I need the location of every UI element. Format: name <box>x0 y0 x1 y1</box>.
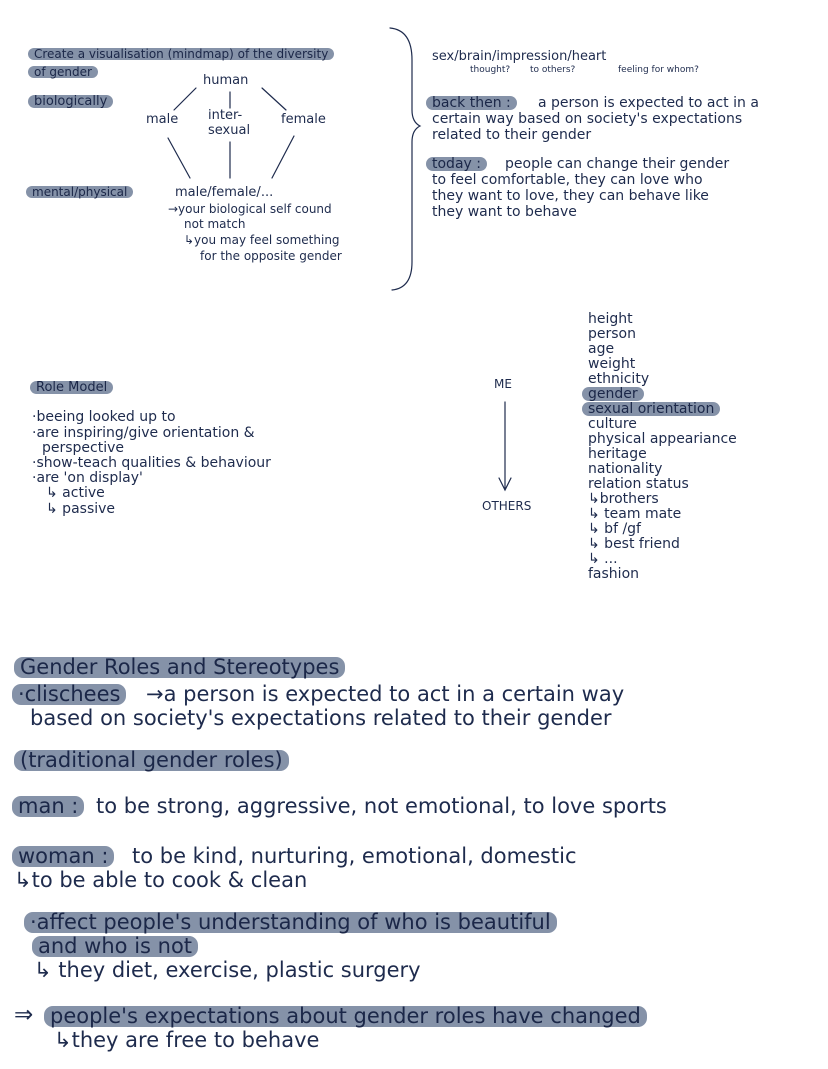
role-model-item: ↳ active <box>46 485 105 501</box>
today-line1: people can change their gender <box>505 156 730 172</box>
line-female-mental <box>272 136 294 178</box>
back-then-line2: certain way based on society's expectations <box>432 111 743 127</box>
curly-bracket <box>390 28 420 290</box>
identity-item: ↳ bf /gf <box>588 521 641 537</box>
mp-line3: not match <box>184 217 246 231</box>
traditional-gender-roles: (traditional gender roles) <box>14 750 289 771</box>
note-feeling: feeling for whom? <box>618 65 699 75</box>
role-model-item: ↳ passive <box>46 501 116 517</box>
man-label: man : <box>12 796 84 817</box>
note-to-others: to others? <box>530 65 576 75</box>
node-intersexual-line1: inter- <box>208 108 243 123</box>
mp-line5: for the opposite gender <box>200 249 342 263</box>
stereotypes-title: Gender Roles and Stereotypes <box>14 657 345 678</box>
affect-line1: ·affect people's understanding of who is beautiful <box>24 912 557 933</box>
identity-item: fashion <box>588 566 640 582</box>
node-male: male <box>146 112 179 127</box>
mp-line1: male/female/... <box>175 185 274 200</box>
role-model-item: ·are 'on display' <box>32 470 143 486</box>
role-model-item: ·are inspiring/give orientation & <box>32 425 255 441</box>
node-female: female <box>281 112 326 127</box>
line-human-female <box>262 88 286 110</box>
conclusion-line2: ↳they are free to behave <box>54 1028 320 1052</box>
role-model-item: ·beeing looked up to <box>32 409 176 425</box>
identity-item: heritage <box>588 446 647 462</box>
identity-item: weight <box>588 356 636 372</box>
affect-line3: ↳ they diet, exercise, plastic surgery <box>34 958 421 982</box>
mp-line2: →your biological self cound <box>168 202 332 216</box>
identity-item: age <box>588 341 615 357</box>
conclusion-line1: people's expectations about gender roles have changed <box>44 1006 647 1027</box>
clisches-line2: based on society's expectations related to their gender <box>30 706 612 730</box>
mindmap-title-line1: Create a visualisation (mindmap) of the diversity <box>28 48 334 60</box>
role-model-item: ·show-teach qualities & behaviour <box>32 455 271 471</box>
today-line2: to feel comfortable, they can love who <box>432 172 703 188</box>
woman-line2: ↳to be able to cook & clean <box>14 868 308 892</box>
label-biologically: biologically <box>28 95 113 108</box>
identity-item-highlighted: gender <box>582 387 644 401</box>
identity-item: relation status <box>588 476 689 492</box>
back-then-line1: a person is expected to act in a <box>538 95 759 111</box>
conclusion-arrow: ⇒ <box>14 1002 34 1028</box>
label-mental-physical: mental/physical <box>26 186 133 198</box>
identity-item: person <box>588 326 636 342</box>
role-model-title: Role Model <box>30 381 113 394</box>
today-line3: they want to love, they can behave like <box>432 188 709 204</box>
node-human: human <box>203 73 249 88</box>
back-then-line3: related to their gender <box>432 127 592 143</box>
identity-item: ↳ ... <box>588 551 618 567</box>
label-me: ME <box>494 377 512 391</box>
label-others: OTHERS <box>482 499 532 513</box>
affect-line2: and who is not <box>32 936 198 957</box>
identity-item: nationality <box>588 461 663 477</box>
man-text: to be strong, aggressive, not emotional, to love sports <box>96 794 667 818</box>
identity-item: culture <box>588 416 637 432</box>
identity-item: height <box>588 311 633 327</box>
identity-item-highlighted: sexual orientation <box>582 402 720 416</box>
identity-item: ↳brothers <box>588 491 659 507</box>
line-male-mental <box>168 138 190 178</box>
node-intersexual-line2: sexual <box>208 123 251 138</box>
label-back-then: back then : <box>426 96 517 110</box>
identity-item: ↳ best friend <box>588 536 680 552</box>
clisches-label: ·clischees <box>12 684 126 705</box>
note-thought: thought? <box>470 65 511 75</box>
sex-brain-impression-heart: sex/brain/impression/heart <box>432 49 607 64</box>
line-human-male <box>174 88 196 110</box>
label-today: today : <box>426 157 487 171</box>
woman-label: woman : <box>12 846 114 867</box>
today-line4: they want to behave <box>432 204 577 220</box>
identity-item: ↳ team mate <box>588 506 682 522</box>
mp-line4: ↳you may feel something <box>184 233 340 247</box>
role-model-item: perspective <box>42 440 125 456</box>
woman-text: to be kind, nurturing, emotional, domestic <box>132 844 577 868</box>
clisches-line1: →a person is expected to act in a certain way <box>146 682 625 706</box>
mindmap-title-line2: of gender <box>28 66 98 78</box>
identity-item: ethnicity <box>588 371 650 387</box>
identity-item: physical appeariance <box>588 431 737 447</box>
